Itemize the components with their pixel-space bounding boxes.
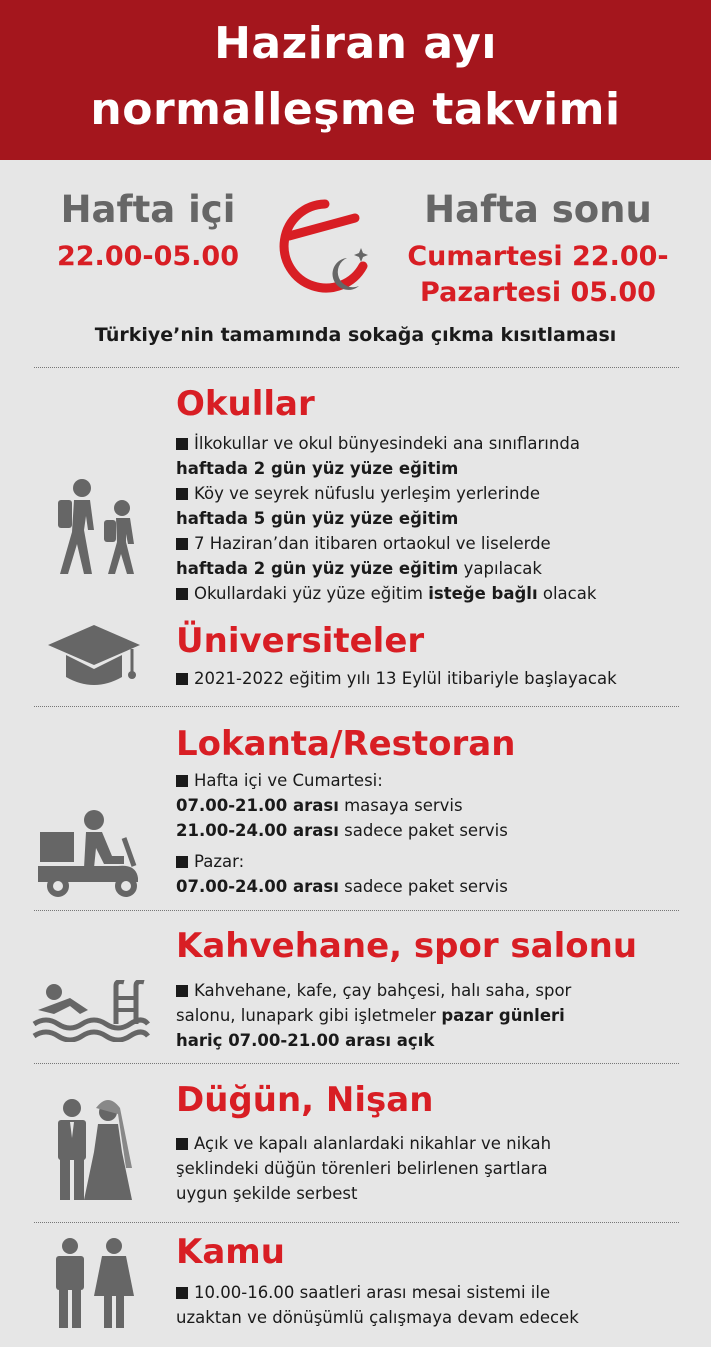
bullet-square-icon bbox=[176, 775, 188, 787]
section-body-kahvehane: Kahvehane, kafe, çay bahçesi, halı saha, spor salonu, lunapark gibi işletmeler pazar günleri hariç 07.00-21.00 arası açık bbox=[176, 978, 571, 1053]
students-walking-icon bbox=[46, 478, 146, 578]
bullet-square-icon bbox=[176, 673, 188, 685]
section-title-universiteler: Üniversiteler bbox=[176, 621, 425, 661]
divider bbox=[34, 1222, 679, 1223]
bullet-square-icon bbox=[176, 588, 188, 600]
section-body-dugun: Açık ve kapalı alanlardaki nikahlar ve nikah şeklindeki düğün törenleri belirlenen şartlara uygun şekilde serbest bbox=[176, 1131, 551, 1206]
bullet-square-icon bbox=[176, 856, 188, 868]
list-item: 7 Haziran’dan itibaren ortaokul ve liselerde bbox=[176, 531, 596, 556]
weekday-time: 22.00-05.00 bbox=[56, 241, 239, 272]
curfew-note: Türkiye’nin tamamında sokağa çıkma kısıtlaması bbox=[94, 324, 617, 346]
bullet-square-icon bbox=[176, 438, 188, 450]
bullet-square-icon bbox=[176, 538, 188, 550]
bride-groom-icon bbox=[52, 1098, 134, 1202]
section-title-lokanta: Lokanta/Restoran bbox=[176, 724, 516, 764]
delivery-scooter-icon bbox=[38, 808, 146, 900]
list-item: Okullardaki yüz yüze eğitim isteğe bağlı olacak bbox=[176, 581, 596, 606]
list-item: Kahvehane, kafe, çay bahçesi, halı saha, spor bbox=[176, 978, 571, 1003]
weekend-title: Hafta sonu bbox=[424, 188, 652, 231]
bullet-square-icon bbox=[176, 488, 188, 500]
divider bbox=[34, 910, 679, 911]
divider bbox=[34, 1063, 679, 1064]
list-item: Açık ve kapalı alanlardaki nikahlar ve nikah bbox=[176, 1131, 551, 1156]
list-item: Köy ve seyrek nüfuslu yerleşim yerlerinde bbox=[176, 481, 596, 506]
weekend-time-start: Cumartesi 22.00- bbox=[407, 241, 669, 272]
public-workers-icon bbox=[50, 1238, 136, 1328]
weekend-time-end: Pazartesi 05.00 bbox=[420, 277, 656, 309]
section-body-kamu: 10.00-16.00 saatleri arası mesai sistemi ile uzaktan ve dönüşümlü çalışmaya devam edecek bbox=[176, 1280, 579, 1330]
list-item: 10.00-16.00 saatleri arası mesai sistemi ile bbox=[176, 1280, 579, 1305]
weekday-curfew bbox=[28, 188, 268, 275]
list-item: Hafta içi ve Cumartesi: bbox=[176, 768, 508, 793]
header-banner bbox=[0, 0, 711, 160]
section-body-lokanta: Hafta içi ve Cumartesi: 07.00-21.00 arası masaya servis 21.00-24.00 arası sadece paket servis Pazar: 07.00-24.00 arası sadece paket servis bbox=[176, 768, 508, 899]
bullet-square-icon bbox=[176, 1138, 188, 1150]
divider bbox=[34, 706, 679, 707]
section-title-kamu: Kamu bbox=[176, 1232, 285, 1272]
weekend-time bbox=[378, 239, 698, 312]
page-title-line-1: Haziran ayı bbox=[214, 18, 497, 69]
section-title-okullar: Okullar bbox=[176, 384, 315, 424]
bullet-square-icon bbox=[176, 985, 188, 997]
weekday-title: Hafta içi bbox=[60, 188, 236, 231]
page-title-line-2: normalleşme takvimi bbox=[90, 84, 621, 135]
section-title-kahvehane: Kahvehane, spor salonu bbox=[176, 926, 638, 966]
curfew-moon-icon bbox=[275, 196, 375, 296]
divider bbox=[34, 367, 679, 368]
list-item: İlkokullar ve okul bünyesindeki ana sınıflarında bbox=[176, 431, 596, 456]
weekend-curfew bbox=[378, 188, 698, 312]
list-item: 2021-2022 eğitim yılı 13 Eylül itibariyle başlayacak bbox=[176, 666, 617, 691]
list-item: Pazar: bbox=[176, 849, 508, 874]
graduation-cap-icon bbox=[46, 621, 142, 691]
bullet-square-icon bbox=[176, 1287, 188, 1299]
section-title-dugun: Düğün, Nişan bbox=[176, 1080, 434, 1120]
swimmer-pool-icon bbox=[32, 980, 150, 1042]
section-body-universiteler bbox=[176, 666, 617, 691]
section-body-okullar: İlkokullar ve okul bünyesindeki ana sınıflarında haftada 2 gün yüz yüze eğitim Köy ve seyrek nüfuslu yerleşim yerlerinde haftada 5 gün yüz yüze eğitim 7 Haziran’dan itibaren ortaokul ve liselerde haftada 2 gün yüz yüze eğitim yapılacak Okullardaki yüz yüze eğitim isteğe bağlı olacak bbox=[176, 431, 596, 606]
